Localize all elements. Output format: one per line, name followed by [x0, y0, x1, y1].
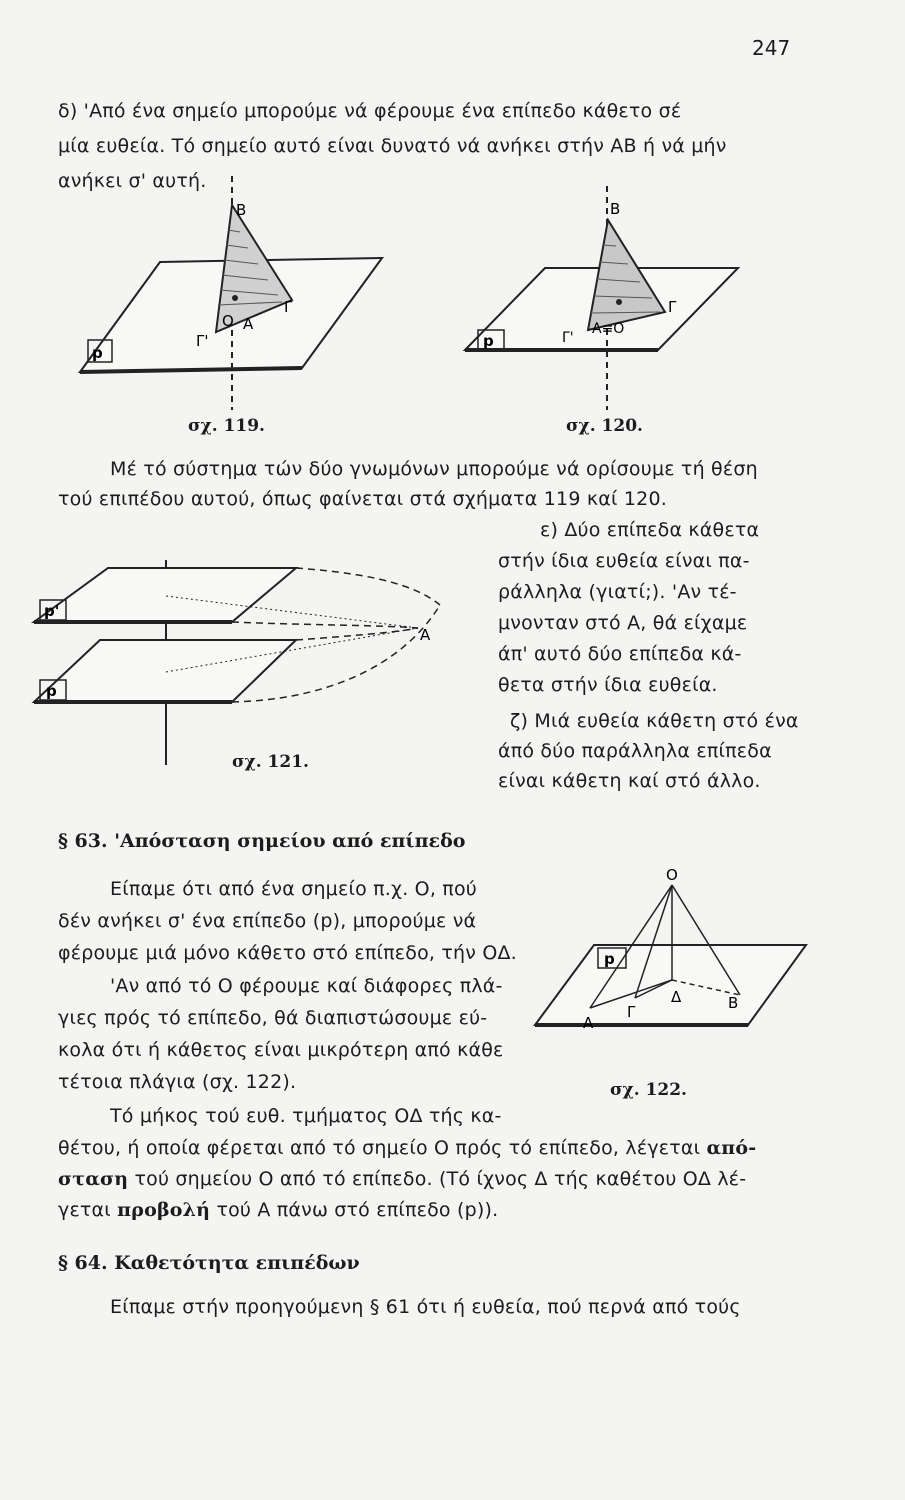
para-system-line-1: Μέ τό σύστημα τών δύο γνωμόνων μπορούμε νά ορίσουμε τή θέση [110, 458, 758, 480]
section-63-heading: § 63. 'Απόσταση σημείου από επίπεδο [58, 830, 466, 852]
para-system-line-2: τού επιπέδου αυτού, όπως φαίνεται στά σχήματα 119 καί 120. [58, 488, 667, 510]
para63-2-line-1: 'Αν από τό Ο φέρουμε καί διάφορες πλά- [110, 975, 503, 997]
para63-2-line-2: γιες πρός τό επίπεδο, θά διαπιστώσουμε εύ- [58, 1007, 488, 1029]
para63-3-line-4 [58, 1199, 498, 1221]
fig122-label-a: A [583, 1014, 594, 1032]
para-zeta-line-2: άπό δύο παράλληλα επίπεδα [498, 740, 772, 762]
fig119-label-g2: Γ' [196, 332, 209, 350]
fig121-label-p: p [46, 682, 57, 700]
page-number: 247 [752, 36, 791, 60]
fig119-label-o: O [222, 312, 234, 330]
fig122-label-d: Δ [671, 988, 682, 1006]
term-apostasi-part2: σταση [58, 1168, 129, 1190]
fig119-label-g: Γ [284, 298, 293, 316]
para63-2-line-4: τέτοια πλάγια (σχ. 122). [58, 1071, 297, 1093]
fig120-label-ao: A≡O [592, 321, 625, 337]
fig119-label-a: A [243, 315, 254, 333]
term-apostasi-part1: από- [706, 1137, 757, 1159]
para-epsilon-line-6: θετα στήν ίδια ευθεία. [498, 674, 718, 696]
para-zeta-line-1: ζ) Μιά ευθεία κάθετη στό ένα [510, 710, 799, 732]
para63-3-line-2-text: θέτου, ή οποία φέρεται από τό σημείο Ο πρός τό επίπεδο, λέγεται [58, 1137, 707, 1159]
term-provoli: προβολή [117, 1199, 211, 1221]
fig121-label-a: A [420, 626, 431, 644]
fig121-label-p1: p' [44, 602, 60, 620]
fig120-label-b: B [610, 200, 621, 218]
para-delta-line-2: μία ευθεία. Τό σημείο αυτό είναι δυνατό νά ανήκει στήν ΑΒ ή νά μήν [58, 135, 727, 157]
para63-3-line-1: Τό μήκος τού ευθ. τμήματος ΟΔ τής κα- [110, 1105, 502, 1127]
fig119-label-p: p [92, 344, 103, 362]
para-epsilon-line-4: μνονταν στό Α, θά είχαμε [498, 612, 748, 634]
para63-1-line-1: Είπαμε ότι από ένα σημείο π.χ. Ο, πού [110, 878, 477, 900]
para63-3-line-3-text: τού σημείου Ο από τό επίπεδο. (Τό ίχνος Δ τής καθέτου ΟΔ λέ- [128, 1168, 747, 1190]
para-epsilon-line-5: άπ' αυτό δύο επίπεδα κά- [498, 643, 742, 665]
para63-3-line-2 [58, 1137, 756, 1159]
para63-3-line-3 [58, 1168, 746, 1190]
para63-3-line-4-text-c: τού Α πάνω στό επίπεδο (p)). [210, 1199, 499, 1221]
fig122-label-b: B [728, 994, 739, 1012]
para-epsilon-line-3: ράλληλα (γιατί;). 'Αν τέ- [498, 581, 737, 603]
para-delta-line-3: ανήκει σ' αυτή. [58, 170, 207, 192]
fig121-caption: σχ. 121. [232, 752, 309, 772]
fig119-label-b: B [236, 201, 247, 219]
fig122-label-o: O [666, 866, 678, 884]
para64-line-1: Είπαμε στήν προηγούμενη § 61 ότι ή ευθεία, πού περνά από τούς [110, 1296, 741, 1318]
para63-1-line-3: φέρουμε μιά μόνο κάθετο στό επίπεδο, τήν ΟΔ. [58, 942, 517, 964]
fig122-label-p: p [604, 950, 615, 968]
fig120-label-g2: Γ' [562, 330, 574, 346]
section-64-heading: § 64. Καθετότητα επιπέδων [58, 1252, 360, 1274]
fig122-caption: σχ. 122. [610, 1080, 687, 1100]
fig120-label-g: Γ [668, 298, 677, 316]
para-epsilon-line-2: στήν ίδια ευθεία είναι πα- [498, 550, 750, 572]
para63-1-line-2: δέν ανήκει σ' ένα επίπεδο (p), μπορούμε νά [58, 910, 477, 932]
fig120-label-p: p [483, 332, 494, 350]
para63-2-line-3: κολα ότι ή κάθετος είναι μικρότερη από κάθε [58, 1039, 504, 1061]
para63-3-line-4-text-a: γεται [58, 1199, 118, 1221]
para-delta-line-1: δ) 'Από ένα σημείο μπορούμε νά φέρουμε ένα επίπεδο κάθετο σέ [58, 100, 682, 122]
fig120-caption: σχ. 120. [566, 416, 643, 436]
fig119-caption: σχ. 119. [188, 416, 265, 436]
para-zeta-line-3: είναι κάθετη καί στό άλλο. [498, 770, 761, 792]
fig122-label-g: Γ [627, 1003, 636, 1021]
para-epsilon-line-1: ε) Δύο επίπεδα κάθετα [540, 519, 760, 541]
